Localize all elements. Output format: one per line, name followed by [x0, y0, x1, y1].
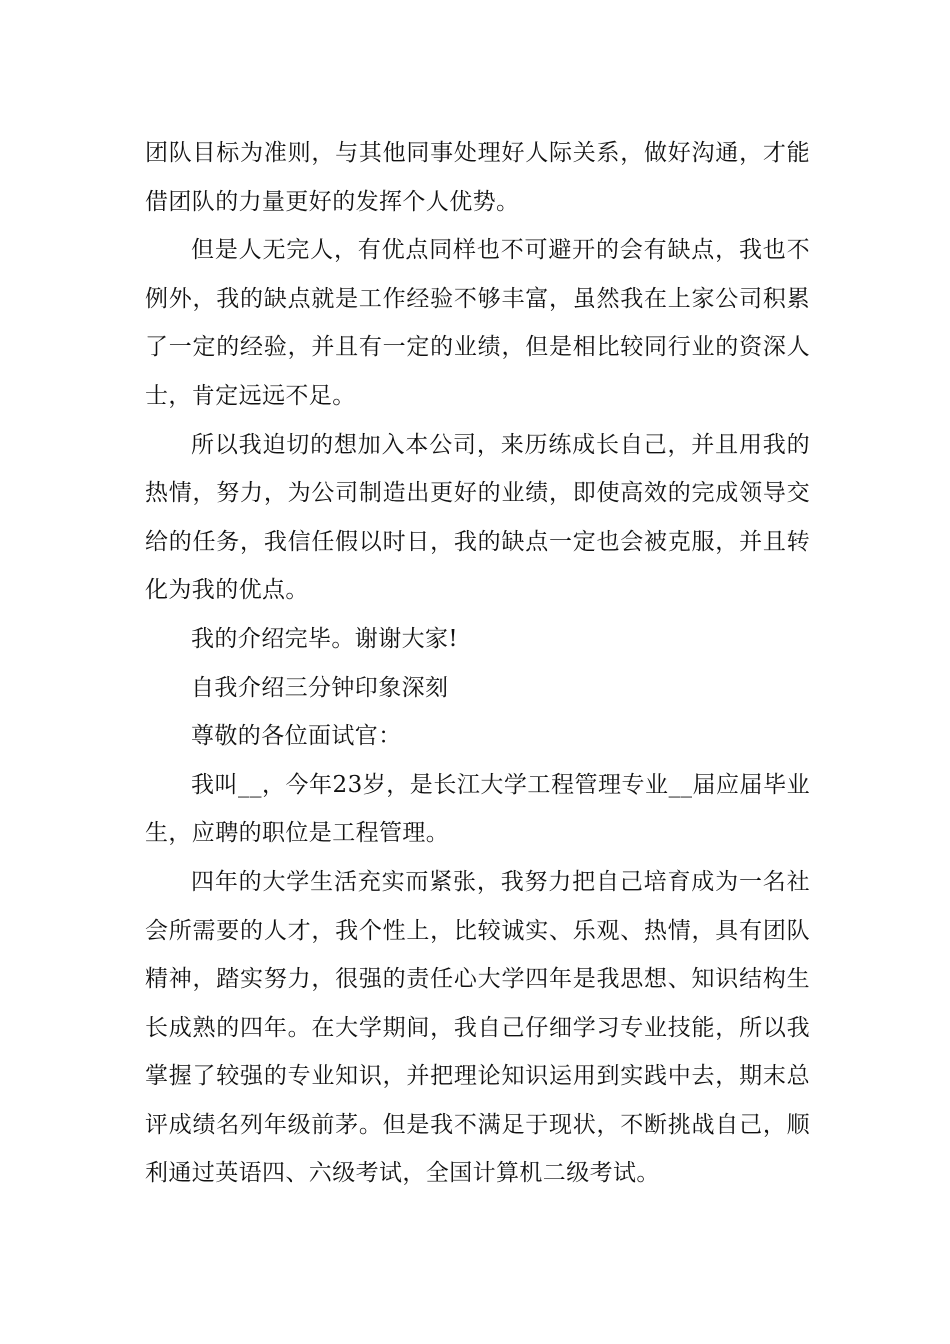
paragraph-university-life: 四年的大学生活充实而紧张，我努力把自己培育成为一名社会所需要的人才，我个性上，比较诚实、乐观、热情，具有团队精神，踏实努力，很强的责任心大学四年是我思想、知识结构生长成熟的四年。在大学期间，我自己仔细学习专业技能，所以我掌握了较强的专业知识，并把理论知识运用到实践中去，期末总评成绩名列年级前茅。但是我不满足于现状，不断挑战自己，顺利通过英语四、六级考试，全国计算机二级考试。 — [145, 868, 810, 1187]
paragraph-team-goal: 团队目标为准则，与其他同事处理好人际关系，做好沟通，才能借团队的力量更好的发挥个人优势。 — [145, 140, 810, 215]
paragraph-shortcoming: 但是人无完人，有优点同样也不可避开的会有缺点，我也不例外，我的缺点就是工作经验不够丰富，虽然我在上家公司积累了一定的经验，并且有一定的业绩，但是相比较同行业的资深人士，肯定远远不足。 — [145, 237, 810, 409]
paragraph-closing: 我的介绍完毕。谢谢大家! — [191, 625, 459, 652]
document-body — [145, 129, 810, 1198]
paragraph-introduction: 我叫__，今年23岁，是长江大学工程管理专业__届应届毕业生，应聘的职位是工程管理。 — [145, 771, 810, 847]
paragraph-motivation: 所以我迫切的想加入本公司，来历练成长自己，并且用我的热情，努力，为公司制造出更好的业绩，即使高效的完成领导交给的任务，我信任假以时日，我的缺点一定也会被克服，并且转化为我的优点。 — [145, 431, 810, 604]
salutation: 尊敬的各位面试官： — [191, 723, 402, 750]
section-heading: 自我介绍三分钟印象深刻 — [191, 674, 449, 701]
